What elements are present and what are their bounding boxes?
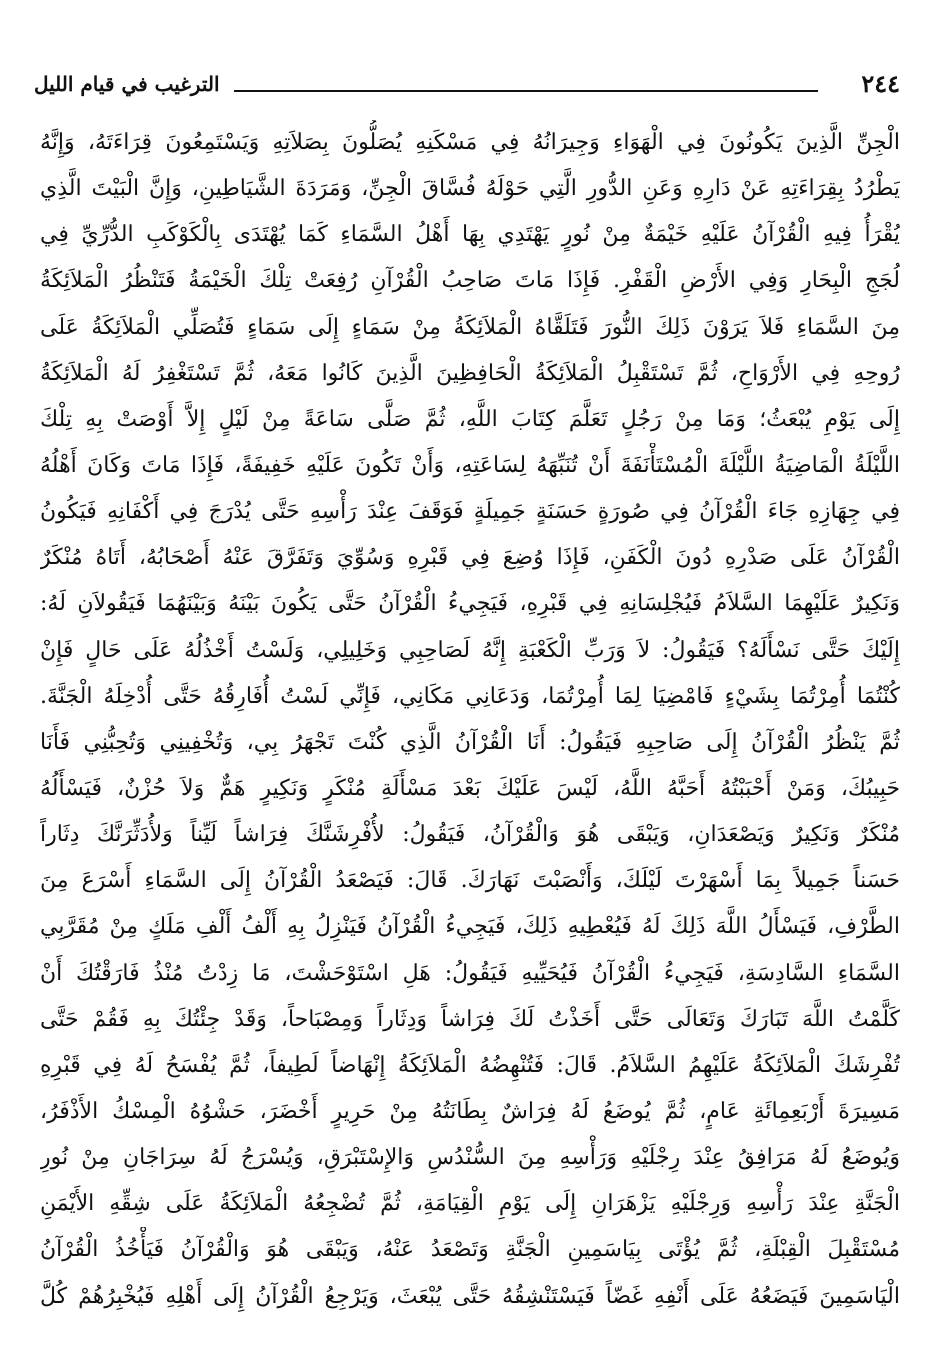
text-line: السَّمَاءِ السَّادِسَةِ، فَيَجِيءُ الْقُرْآنُ فَيُحَيِّيهِ فَيَقُولُ: هَلِ اسْتَوْحَشْتَ، مَا زِدْتُ مُنْذُ فَارَقْتُكَ أَنْ bbox=[40, 960, 900, 986]
text-line: فِي جِهَازِهِ جَاءَ الْقُرْآنُ فِي صُورَةٍ حَسَنَةٍ جَمِيلَةٍ فَوَقَفَ عِنْدَ رَأْسِهِ حَتَّى يُدْرَجَ فِي أَكْفَانِهِ فَيَكُونُ bbox=[40, 499, 900, 525]
header-rule bbox=[234, 90, 818, 92]
text-line: مَسِيرَةَ أَرْبَعِمِائَةِ عَامٍ، ثُمَّ يُوضَعُ لَهُ فِرَاشٌ بِطَانَتُهُ مِنْ حَرِيرٍ أَخْضَرَ، حَشْوُهُ الْمِسْكُ الأَذْفَرُ، bbox=[40, 1098, 900, 1124]
text-line: وَنَكِيرٌ عَلَيْهِمَا السَّلاَمُ فَيُجْلِسَانِهِ فِي قَبْرِهِ، فَيَجِيءُ الْقُرْآنُ حَتَّى يَكُونَ بَيْنَهُ وَبَيْنَهُمَا فَيَقُولاَنِ لَهُ: bbox=[40, 591, 900, 617]
text-line: يُقْرَأُ فِيهِ الْقُرْآنُ عَلَيْهِ خَيْمَةٌ مِنْ نُورٍ يَهْتَدِي بِهَا أَهْلُ السَّمَاءِ كَمَا يُهْتَدَى بِالْكَوْكَبِ الدُّرِّيِّ فِي bbox=[40, 222, 900, 248]
text-line: الْجَنَّةِ عِنْدَ رَأْسِهِ وَرِجْلَيْهِ يَزْهَرَانِ إِلَى يَوْمِ الْقِيَامَةِ، ثُمَّ تُضْجِعُهُ الْمَلاَئِكَةُ عَلَى شِقِّهِ الأَيْمَنِ bbox=[40, 1191, 900, 1217]
text-line: مُسْتَقْبِلَ الْقِبْلَةِ، ثُمَّ يُؤْتَى بِيَاسَمِينِ الْجَنَّةِ وَتَصْعَدُ عَنْهُ، وَيَبْقَى هُوَ وَالْقُرْآنُ فَيَأْخُذُ الْقُرْآنُ bbox=[40, 1237, 900, 1263]
text-line: يَطْرُدُ بِقِرَاءَتِهِ عَنْ دَارِهِ وَعَنِ الدُّورِ الَّتِي حَوْلَهُ فُسَّاقَ الْجِنِّ، وَمَرَدَةَ الشَّيَاطِينِ، وَإِنَّ الْبَيْتَ الَّذِي bbox=[40, 176, 900, 202]
text-line: إِلَى يَوْمِ يُبْعَثُ؛ وَمَا مِنْ رَجُلٍ تَعَلَّمَ كِتَابَ اللَّهِ، ثُمَّ صَلَّى سَاعَةً مِنْ لَيْلٍ إِلاَّ أَوْصَتْ بِهِ تِلْكَ bbox=[40, 406, 900, 432]
body-text bbox=[40, 120, 900, 1320]
text-line: الْقُرْآنُ عَلَى صَدْرِهِ دُونَ الْكَفَنِ، فَإِذَا وُضِعَ فِي قَبْرِهِ وَسُوِّيَ وَتَفَرَّقَ عَنْهُ أَصْحَابُهُ، أَتَاهُ مُنْكَرٌ bbox=[40, 545, 900, 571]
text-line: وَيُوضَعُ لَهُ مَرَافِقُ عِنْدَ رِجْلَيْهِ وَرَأْسِهِ مِنَ السُّنْدُسِ وَالإِسْتَبْرَقِ، وَيُسْرَجُ لَهُ سِرَاجَانِ مِنْ نُورِ bbox=[40, 1145, 900, 1171]
text-line: اللَّيْلَةُ الْمَاضِيَةُ اللَّيْلَةَ الْمُسْتَأْنَفَةَ أَنْ تُنَبِّهَهُ لِسَاعَتِهِ، وَأَنْ تَكُونَ عَلَيْهِ خَفِيفَةً، فَإِذَا مَاتَ وَكَانَ أَهْلُهُ bbox=[40, 452, 900, 478]
text-line: حَبِيبُكَ، وَمَنْ أَحْبَبْتُهُ أَحَبَّهُ اللَّهُ، لَيْسَ عَلَيْكَ بَعْدَ مَسْأَلَةِ مُنْكَرٍ وَنَكِيرٍ هَمٌّ وَلاَ حُزْنٌ، فَيَسْأَلُهُ bbox=[40, 775, 900, 801]
text-line: رُوحِهِ فِي الأَرْوَاحِ، ثُمَّ تَسْتَقْبِلُ الْمَلاَئِكَةُ الْحَافِظِينَ الَّذِينَ كَانُوا مَعَهُ، ثُمَّ تَسْتَغْفِرُ لَهُ الْمَلاَئِكَةُ bbox=[40, 360, 900, 386]
text-line: كُنْتُمَا أُمِرْتُمَا بِشَيْءٍ فَامْضِيَا لِمَا أُمِرْتُمَا، وَدَعَانِي مَكَانِي، فَإِنِّي لَسْتُ أُفَارِقُهُ حَتَّى أُدْخِلَهُ الْجَنَّةَ. bbox=[40, 683, 900, 709]
text-line: حَسَناً جَمِيلاً بِمَا أَسْهَرْتَ لَيْلَكَ، وَأَنْصَبْتَ نَهَارَكَ. قَالَ: فَيَصْعَدُ الْقُرْآنُ إِلَى السَّمَاءِ أَسْرَعَ مِنَ bbox=[40, 868, 900, 894]
page-header bbox=[34, 66, 900, 102]
text-line: لُجَجِ الْبِحَارِ وَفِي الأَرْضِ الْقَفْرِ. فَإِذَا مَاتَ صَاحِبُ الْقُرْآنِ رُفِعَتْ تِلْكَ الْخَيْمَةُ فَتَنْظُرُ الْمَلاَئِكَةُ bbox=[40, 268, 900, 294]
text-line: مِنَ السَّمَاءِ فَلاَ يَرَوْنَ ذَلِكَ النُّورَ فَتَلَقَّاهُ الْمَلاَئِكَةُ مِنْ سَمَاءٍ إِلَى سَمَاءٍ فَتُصَلِّي الْمَلاَئِكَةُ عَلَى bbox=[40, 314, 900, 340]
text-line: الطَّرْفِ، فَيَسْأَلُ اللَّهَ ذَلِكَ لَهُ فَيُعْطِيهِ ذَلِكَ، فَيَجِيءُ الْقُرْآنُ فَيَنْزِلُ بِهِ أَلْفُ أَلْفِ مَلَكٍ مِنْ مُقَرَّبِي bbox=[40, 914, 900, 940]
text-line: الْيَاسَمِينَ فَيَضَعُهُ عَلَى أَنْفِهِ غَضّاً فَيَسْتَنْشِقُهُ حَتَّى يُبْعَثَ، وَيَرْجِعُ الْقُرْآنُ إِلَى أَهْلِهِ فَيُخْبِرُهُمْ كُلَّ bbox=[40, 1283, 900, 1309]
text-line: كَلَّمْتُ اللَّهَ تَبَارَكَ وَتَعَالَى حَتَّى أَخَذْتُ لَكَ فِرَاشاً وَدِثَاراً وَمِصْبَاحاً، وَقَدْ جِئْتُكَ بِهِ فَقُمْ حَتَّى bbox=[40, 1006, 900, 1032]
text-line: مُنْكَرٌ وَنَكِيرٌ وَيَصْعَدَانِ، وَيَبْقَى هُوَ وَالْقُرْآنُ، فَيَقُولُ: لأُفْرِشَنَّكَ فِرَاشاً لَيِّناً وَلأُدَثِّرَنَّكَ دِثَاراً bbox=[40, 822, 900, 848]
page-number: ٢٤٤ bbox=[861, 69, 900, 98]
running-title: الترغيب في قيام الليل bbox=[34, 72, 220, 96]
text-line: إِلَيْكَ حَتَّى نَسْأَلَهُ؟ فَيَقُولُ: لاَ وَرَبِّ الْكَعْبَةِ إِنَّهُ لَصَاحِبِي وَخَلِيلِي، وَلَسْتُ أَخْذُلُهُ عَلَى حَالٍ فَإِنْ bbox=[40, 637, 900, 663]
text-line: الْجِنِّ الَّذِينَ يَكُونُونَ فِي الْهَوَاءِ وَجِيرَانُهُ فِي مَسْكَنِهِ يُصَلُّونَ بِصَلاَتِهِ وَيَسْتَمِعُونَ قِرَاءَتَهُ، وَإِنَّهُ bbox=[40, 130, 900, 155]
text-line: ثُمَّ يَنْظُرُ الْقُرْآنُ إِلَى صَاحِبِهِ فَيَقُولُ: أَنَا الْقُرْآنُ الَّذِي كُنْتَ تَجْهَرُ بِي، وَتُخْفِينِي وَتُحِبُّنِي فَأَنَا bbox=[40, 729, 900, 755]
text-line: تُفْرِشَكَ الْمَلاَئِكَةُ عَلَيْهِمُ السَّلاَمُ. قَالَ: فَتُنْهِضُهُ الْمَلاَئِكَةُ إِنْهَاضاً لَطِيفاً، ثُمَّ يُفْسَحُ لَهُ فِي قَبْرِهِ bbox=[40, 1052, 900, 1078]
